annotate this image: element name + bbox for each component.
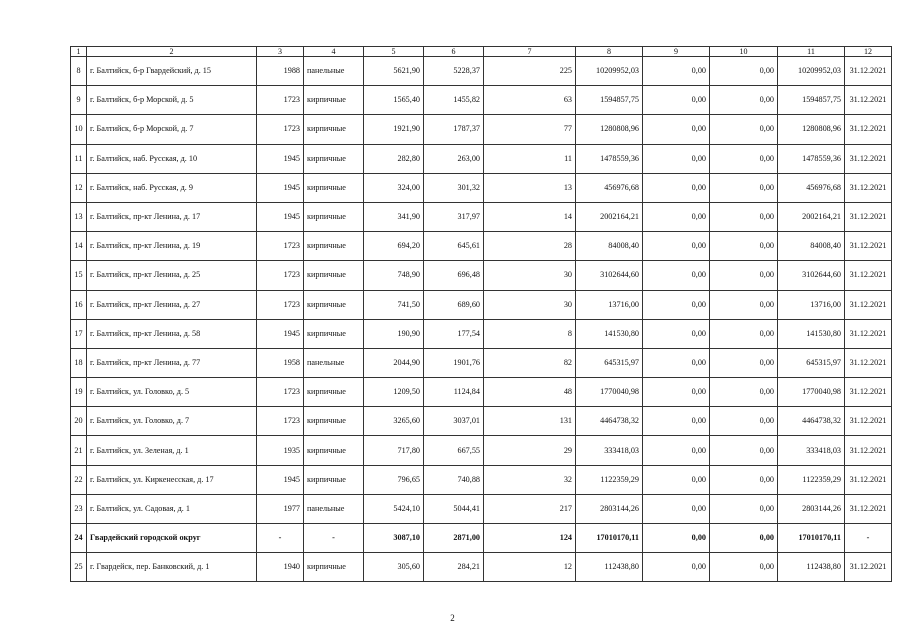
year-cell: 1945 — [257, 173, 304, 202]
table-row — [71, 378, 892, 407]
address-cell: г. Балтийск, наб. Русская, д. 10 — [87, 144, 257, 173]
total-area-cell: 305,60 — [364, 553, 424, 582]
address-cell: г. Балтийск, ул. Киркенесская, д. 17 — [87, 465, 257, 494]
cost-cell: 4464738,32 — [576, 407, 643, 436]
wall-material-cell: кирпичные — [304, 465, 364, 494]
value-cell: 0,00 — [643, 553, 710, 582]
living-area-cell: 667,55 — [424, 436, 484, 465]
value-cell: 0,00 — [710, 407, 778, 436]
date-cell: 31.12.2021 — [845, 57, 892, 86]
column-header: 12 — [845, 47, 892, 57]
row-number-cell: 24 — [71, 524, 87, 553]
cost-cell: 645315,97 — [576, 348, 643, 377]
row-number-cell: 15 — [71, 261, 87, 290]
cost-cell: 17010170,11 — [576, 524, 643, 553]
column-header: 4 — [304, 47, 364, 57]
wall-material-cell: кирпичные — [304, 378, 364, 407]
value-cell: 0,00 — [643, 319, 710, 348]
year-cell: 1988 — [257, 57, 304, 86]
column-header: 11 — [778, 47, 845, 57]
total-cost-cell: 13716,00 — [778, 290, 845, 319]
cost-cell: 1280808,96 — [576, 115, 643, 144]
value-cell: 0,00 — [643, 407, 710, 436]
value-cell: 0,00 — [643, 144, 710, 173]
date-cell: 31.12.2021 — [845, 173, 892, 202]
date-cell: 31.12.2021 — [845, 319, 892, 348]
cost-cell: 456976,68 — [576, 173, 643, 202]
wall-material-cell: кирпичные — [304, 173, 364, 202]
total-cost-cell: 2803144,26 — [778, 494, 845, 523]
table-row — [71, 465, 892, 494]
table-row — [71, 553, 892, 582]
year-cell: 1723 — [257, 86, 304, 115]
living-area-cell: 740,88 — [424, 465, 484, 494]
wall-material-cell: - — [304, 524, 364, 553]
row-number-cell: 18 — [71, 348, 87, 377]
residents-cell: 48 — [484, 378, 576, 407]
year-cell: 1723 — [257, 232, 304, 261]
address-cell: г. Балтийск, пр-кт Ленина, д. 27 — [87, 290, 257, 319]
value-cell: 0,00 — [643, 57, 710, 86]
column-header: 3 — [257, 47, 304, 57]
value-cell: 0,00 — [710, 436, 778, 465]
address-cell: г. Балтийск, б-р Морской, д. 5 — [87, 86, 257, 115]
total-area-cell: 2044,90 — [364, 348, 424, 377]
year-cell: 1945 — [257, 144, 304, 173]
value-cell: 0,00 — [643, 494, 710, 523]
cost-cell: 1478559,36 — [576, 144, 643, 173]
living-area-cell: 645,61 — [424, 232, 484, 261]
date-cell: 31.12.2021 — [845, 553, 892, 582]
date-cell: 31.12.2021 — [845, 378, 892, 407]
year-cell: 1958 — [257, 348, 304, 377]
column-header: 10 — [710, 47, 778, 57]
table-row — [71, 290, 892, 319]
address-cell: г. Балтийск, ул. Головко, д. 7 — [87, 407, 257, 436]
value-cell: 0,00 — [643, 290, 710, 319]
date-cell: 31.12.2021 — [845, 436, 892, 465]
date-cell: - — [845, 524, 892, 553]
year-cell: - — [257, 524, 304, 553]
table-row — [71, 261, 892, 290]
value-cell: 0,00 — [710, 553, 778, 582]
value-cell: 0,00 — [643, 261, 710, 290]
residents-cell: 63 — [484, 86, 576, 115]
table-row — [71, 494, 892, 523]
column-header: 7 — [484, 47, 576, 57]
wall-material-cell: кирпичные — [304, 202, 364, 231]
column-header: 5 — [364, 47, 424, 57]
total-area-cell: 748,90 — [364, 261, 424, 290]
table-row — [71, 348, 892, 377]
wall-material-cell: кирпичные — [304, 290, 364, 319]
date-cell: 31.12.2021 — [845, 261, 892, 290]
cost-cell: 1770040,98 — [576, 378, 643, 407]
date-cell: 31.12.2021 — [845, 290, 892, 319]
address-cell: г. Балтийск, ул. Головко, д. 5 — [87, 378, 257, 407]
total-area-cell: 282,80 — [364, 144, 424, 173]
table-row — [71, 173, 892, 202]
value-cell: 0,00 — [643, 436, 710, 465]
value-cell: 0,00 — [710, 494, 778, 523]
residents-cell: 124 — [484, 524, 576, 553]
living-area-cell: 1787,37 — [424, 115, 484, 144]
living-area-cell: 263,00 — [424, 144, 484, 173]
value-cell: 0,00 — [710, 465, 778, 494]
total-cost-cell: 1594857,75 — [778, 86, 845, 115]
total-cost-cell: 141530,80 — [778, 319, 845, 348]
total-area-cell: 5621,90 — [364, 57, 424, 86]
table-body — [71, 57, 892, 582]
living-area-cell: 301,32 — [424, 173, 484, 202]
address-cell: г. Балтийск, б-р Морской, д. 7 — [87, 115, 257, 144]
row-number-cell: 23 — [71, 494, 87, 523]
value-cell: 0,00 — [643, 465, 710, 494]
total-area-cell: 3265,60 — [364, 407, 424, 436]
value-cell: 0,00 — [710, 144, 778, 173]
date-cell: 31.12.2021 — [845, 465, 892, 494]
total-cost-cell: 3102644,60 — [778, 261, 845, 290]
row-number-cell: 13 — [71, 202, 87, 231]
address-cell: г. Балтийск, пр-кт Ленина, д. 25 — [87, 261, 257, 290]
wall-material-cell: кирпичные — [304, 319, 364, 348]
living-area-cell: 5044,41 — [424, 494, 484, 523]
row-number-cell: 9 — [71, 86, 87, 115]
row-number-cell: 20 — [71, 407, 87, 436]
cost-cell: 1594857,75 — [576, 86, 643, 115]
total-area-cell: 1921,90 — [364, 115, 424, 144]
wall-material-cell: кирпичные — [304, 553, 364, 582]
total-area-cell: 324,00 — [364, 173, 424, 202]
residents-cell: 29 — [484, 436, 576, 465]
living-area-cell: 1901,76 — [424, 348, 484, 377]
living-area-cell: 1124,84 — [424, 378, 484, 407]
wall-material-cell: кирпичные — [304, 261, 364, 290]
wall-material-cell: кирпичные — [304, 407, 364, 436]
row-number-cell: 10 — [71, 115, 87, 144]
row-number-cell: 22 — [71, 465, 87, 494]
date-cell: 31.12.2021 — [845, 202, 892, 231]
total-area-cell: 341,90 — [364, 202, 424, 231]
table-row — [71, 232, 892, 261]
cost-cell: 13716,00 — [576, 290, 643, 319]
wall-material-cell: панельные — [304, 57, 364, 86]
address-cell: г. Балтийск, наб. Русская, д. 9 — [87, 173, 257, 202]
wall-material-cell: кирпичные — [304, 115, 364, 144]
row-number-cell: 14 — [71, 232, 87, 261]
residents-cell: 32 — [484, 465, 576, 494]
row-number-cell: 11 — [71, 144, 87, 173]
living-area-cell: 689,60 — [424, 290, 484, 319]
date-cell: 31.12.2021 — [845, 494, 892, 523]
date-cell: 31.12.2021 — [845, 348, 892, 377]
total-area-cell: 190,90 — [364, 319, 424, 348]
total-cost-cell: 456976,68 — [778, 173, 845, 202]
residents-cell: 225 — [484, 57, 576, 86]
page-number: 2 — [450, 613, 455, 623]
date-cell: 31.12.2021 — [845, 407, 892, 436]
value-cell: 0,00 — [643, 524, 710, 553]
residents-cell: 30 — [484, 290, 576, 319]
value-cell: 0,00 — [643, 86, 710, 115]
residents-cell: 82 — [484, 348, 576, 377]
year-cell: 1945 — [257, 202, 304, 231]
living-area-cell: 177,54 — [424, 319, 484, 348]
total-area-cell: 717,80 — [364, 436, 424, 465]
row-number-cell: 8 — [71, 57, 87, 86]
cost-cell: 333418,03 — [576, 436, 643, 465]
residents-cell: 11 — [484, 144, 576, 173]
address-cell: г. Балтийск, пр-кт Ленина, д. 17 — [87, 202, 257, 231]
total-cost-cell: 1122359,29 — [778, 465, 845, 494]
date-cell: 31.12.2021 — [845, 232, 892, 261]
year-cell: 1723 — [257, 115, 304, 144]
residents-cell: 77 — [484, 115, 576, 144]
table-row — [71, 57, 892, 86]
value-cell: 0,00 — [710, 378, 778, 407]
date-cell: 31.12.2021 — [845, 115, 892, 144]
cost-cell: 10209952,03 — [576, 57, 643, 86]
total-cost-cell: 112438,80 — [778, 553, 845, 582]
wall-material-cell: кирпичные — [304, 86, 364, 115]
residents-cell: 8 — [484, 319, 576, 348]
value-cell: 0,00 — [643, 202, 710, 231]
column-number-header-row — [71, 47, 892, 57]
living-area-cell: 317,97 — [424, 202, 484, 231]
table-row — [71, 115, 892, 144]
column-header: 8 — [576, 47, 643, 57]
cost-cell: 2002164,21 — [576, 202, 643, 231]
total-area-cell: 1565,40 — [364, 86, 424, 115]
residents-cell: 217 — [484, 494, 576, 523]
total-cost-cell: 84008,40 — [778, 232, 845, 261]
total-area-cell: 741,50 — [364, 290, 424, 319]
value-cell: 0,00 — [710, 524, 778, 553]
residents-cell: 131 — [484, 407, 576, 436]
address-cell: г. Балтийск, пр-кт Ленина, д. 19 — [87, 232, 257, 261]
living-area-cell: 5228,37 — [424, 57, 484, 86]
row-number-cell: 21 — [71, 436, 87, 465]
housing-register-table — [70, 46, 892, 582]
row-number-cell: 25 — [71, 553, 87, 582]
year-cell: 1935 — [257, 436, 304, 465]
value-cell: 0,00 — [710, 86, 778, 115]
total-cost-cell: 1478559,36 — [778, 144, 845, 173]
residents-cell: 14 — [484, 202, 576, 231]
living-area-cell: 1455,82 — [424, 86, 484, 115]
total-cost-cell: 2002164,21 — [778, 202, 845, 231]
table-row — [71, 202, 892, 231]
year-cell: 1940 — [257, 553, 304, 582]
cost-cell: 84008,40 — [576, 232, 643, 261]
value-cell: 0,00 — [710, 290, 778, 319]
total-cost-cell: 1280808,96 — [778, 115, 845, 144]
residents-cell: 28 — [484, 232, 576, 261]
row-number-cell: 19 — [71, 378, 87, 407]
value-cell: 0,00 — [710, 319, 778, 348]
wall-material-cell: панельные — [304, 348, 364, 377]
address-cell: г. Балтийск, ул. Садовая, д. 1 — [87, 494, 257, 523]
year-cell: 1945 — [257, 465, 304, 494]
value-cell: 0,00 — [710, 57, 778, 86]
value-cell: 0,00 — [643, 348, 710, 377]
total-cost-cell: 4464738,32 — [778, 407, 845, 436]
wall-material-cell: панельные — [304, 494, 364, 523]
address-cell: г. Балтийск, ул. Зеленая, д. 1 — [87, 436, 257, 465]
wall-material-cell: кирпичные — [304, 144, 364, 173]
date-cell: 31.12.2021 — [845, 86, 892, 115]
table-row — [71, 436, 892, 465]
column-header: 9 — [643, 47, 710, 57]
living-area-cell: 3037,01 — [424, 407, 484, 436]
date-cell: 31.12.2021 — [845, 144, 892, 173]
total-cost-cell: 10209952,03 — [778, 57, 845, 86]
cost-cell: 1122359,29 — [576, 465, 643, 494]
address-cell: г. Балтийск, пр-кт Ленина, д. 58 — [87, 319, 257, 348]
total-cost-cell: 17010170,11 — [778, 524, 845, 553]
living-area-cell: 284,21 — [424, 553, 484, 582]
value-cell: 0,00 — [710, 232, 778, 261]
cost-cell: 141530,80 — [576, 319, 643, 348]
year-cell: 1945 — [257, 319, 304, 348]
total-area-cell: 5424,10 — [364, 494, 424, 523]
total-area-cell: 694,20 — [364, 232, 424, 261]
value-cell: 0,00 — [710, 348, 778, 377]
wall-material-cell: кирпичные — [304, 436, 364, 465]
year-cell: 1723 — [257, 261, 304, 290]
cost-cell: 2803144,26 — [576, 494, 643, 523]
value-cell: 0,00 — [710, 115, 778, 144]
table-row — [71, 407, 892, 436]
total-area-cell: 3087,10 — [364, 524, 424, 553]
cost-cell: 112438,80 — [576, 553, 643, 582]
total-cost-cell: 645315,97 — [778, 348, 845, 377]
wall-material-cell: кирпичные — [304, 232, 364, 261]
year-cell: 1977 — [257, 494, 304, 523]
table-row — [71, 86, 892, 115]
address-cell: Гвардейский городской округ — [87, 524, 257, 553]
total-area-cell: 796,65 — [364, 465, 424, 494]
living-area-cell: 2871,00 — [424, 524, 484, 553]
column-header: 1 — [71, 47, 87, 57]
address-cell: г. Балтийск, пр-кт Ленина, д. 77 — [87, 348, 257, 377]
table-row — [71, 319, 892, 348]
total-area-cell: 1209,50 — [364, 378, 424, 407]
year-cell: 1723 — [257, 378, 304, 407]
subtotal-row — [71, 524, 892, 553]
residents-cell: 13 — [484, 173, 576, 202]
value-cell: 0,00 — [710, 261, 778, 290]
cost-cell: 3102644,60 — [576, 261, 643, 290]
column-header: 2 — [87, 47, 257, 57]
value-cell: 0,00 — [643, 232, 710, 261]
total-cost-cell: 333418,03 — [778, 436, 845, 465]
row-number-cell: 16 — [71, 290, 87, 319]
value-cell: 0,00 — [643, 173, 710, 202]
year-cell: 1723 — [257, 407, 304, 436]
residents-cell: 12 — [484, 553, 576, 582]
address-cell: г. Гвардейск, пер. Банковский, д. 1 — [87, 553, 257, 582]
table-row — [71, 144, 892, 173]
value-cell: 0,00 — [643, 115, 710, 144]
row-number-cell: 17 — [71, 319, 87, 348]
living-area-cell: 696,48 — [424, 261, 484, 290]
value-cell: 0,00 — [710, 173, 778, 202]
column-header: 6 — [424, 47, 484, 57]
year-cell: 1723 — [257, 290, 304, 319]
residents-cell: 30 — [484, 261, 576, 290]
value-cell: 0,00 — [643, 378, 710, 407]
total-cost-cell: 1770040,98 — [778, 378, 845, 407]
row-number-cell: 12 — [71, 173, 87, 202]
value-cell: 0,00 — [710, 202, 778, 231]
address-cell: г. Балтийск, б-р Гвардейский, д. 15 — [87, 57, 257, 86]
